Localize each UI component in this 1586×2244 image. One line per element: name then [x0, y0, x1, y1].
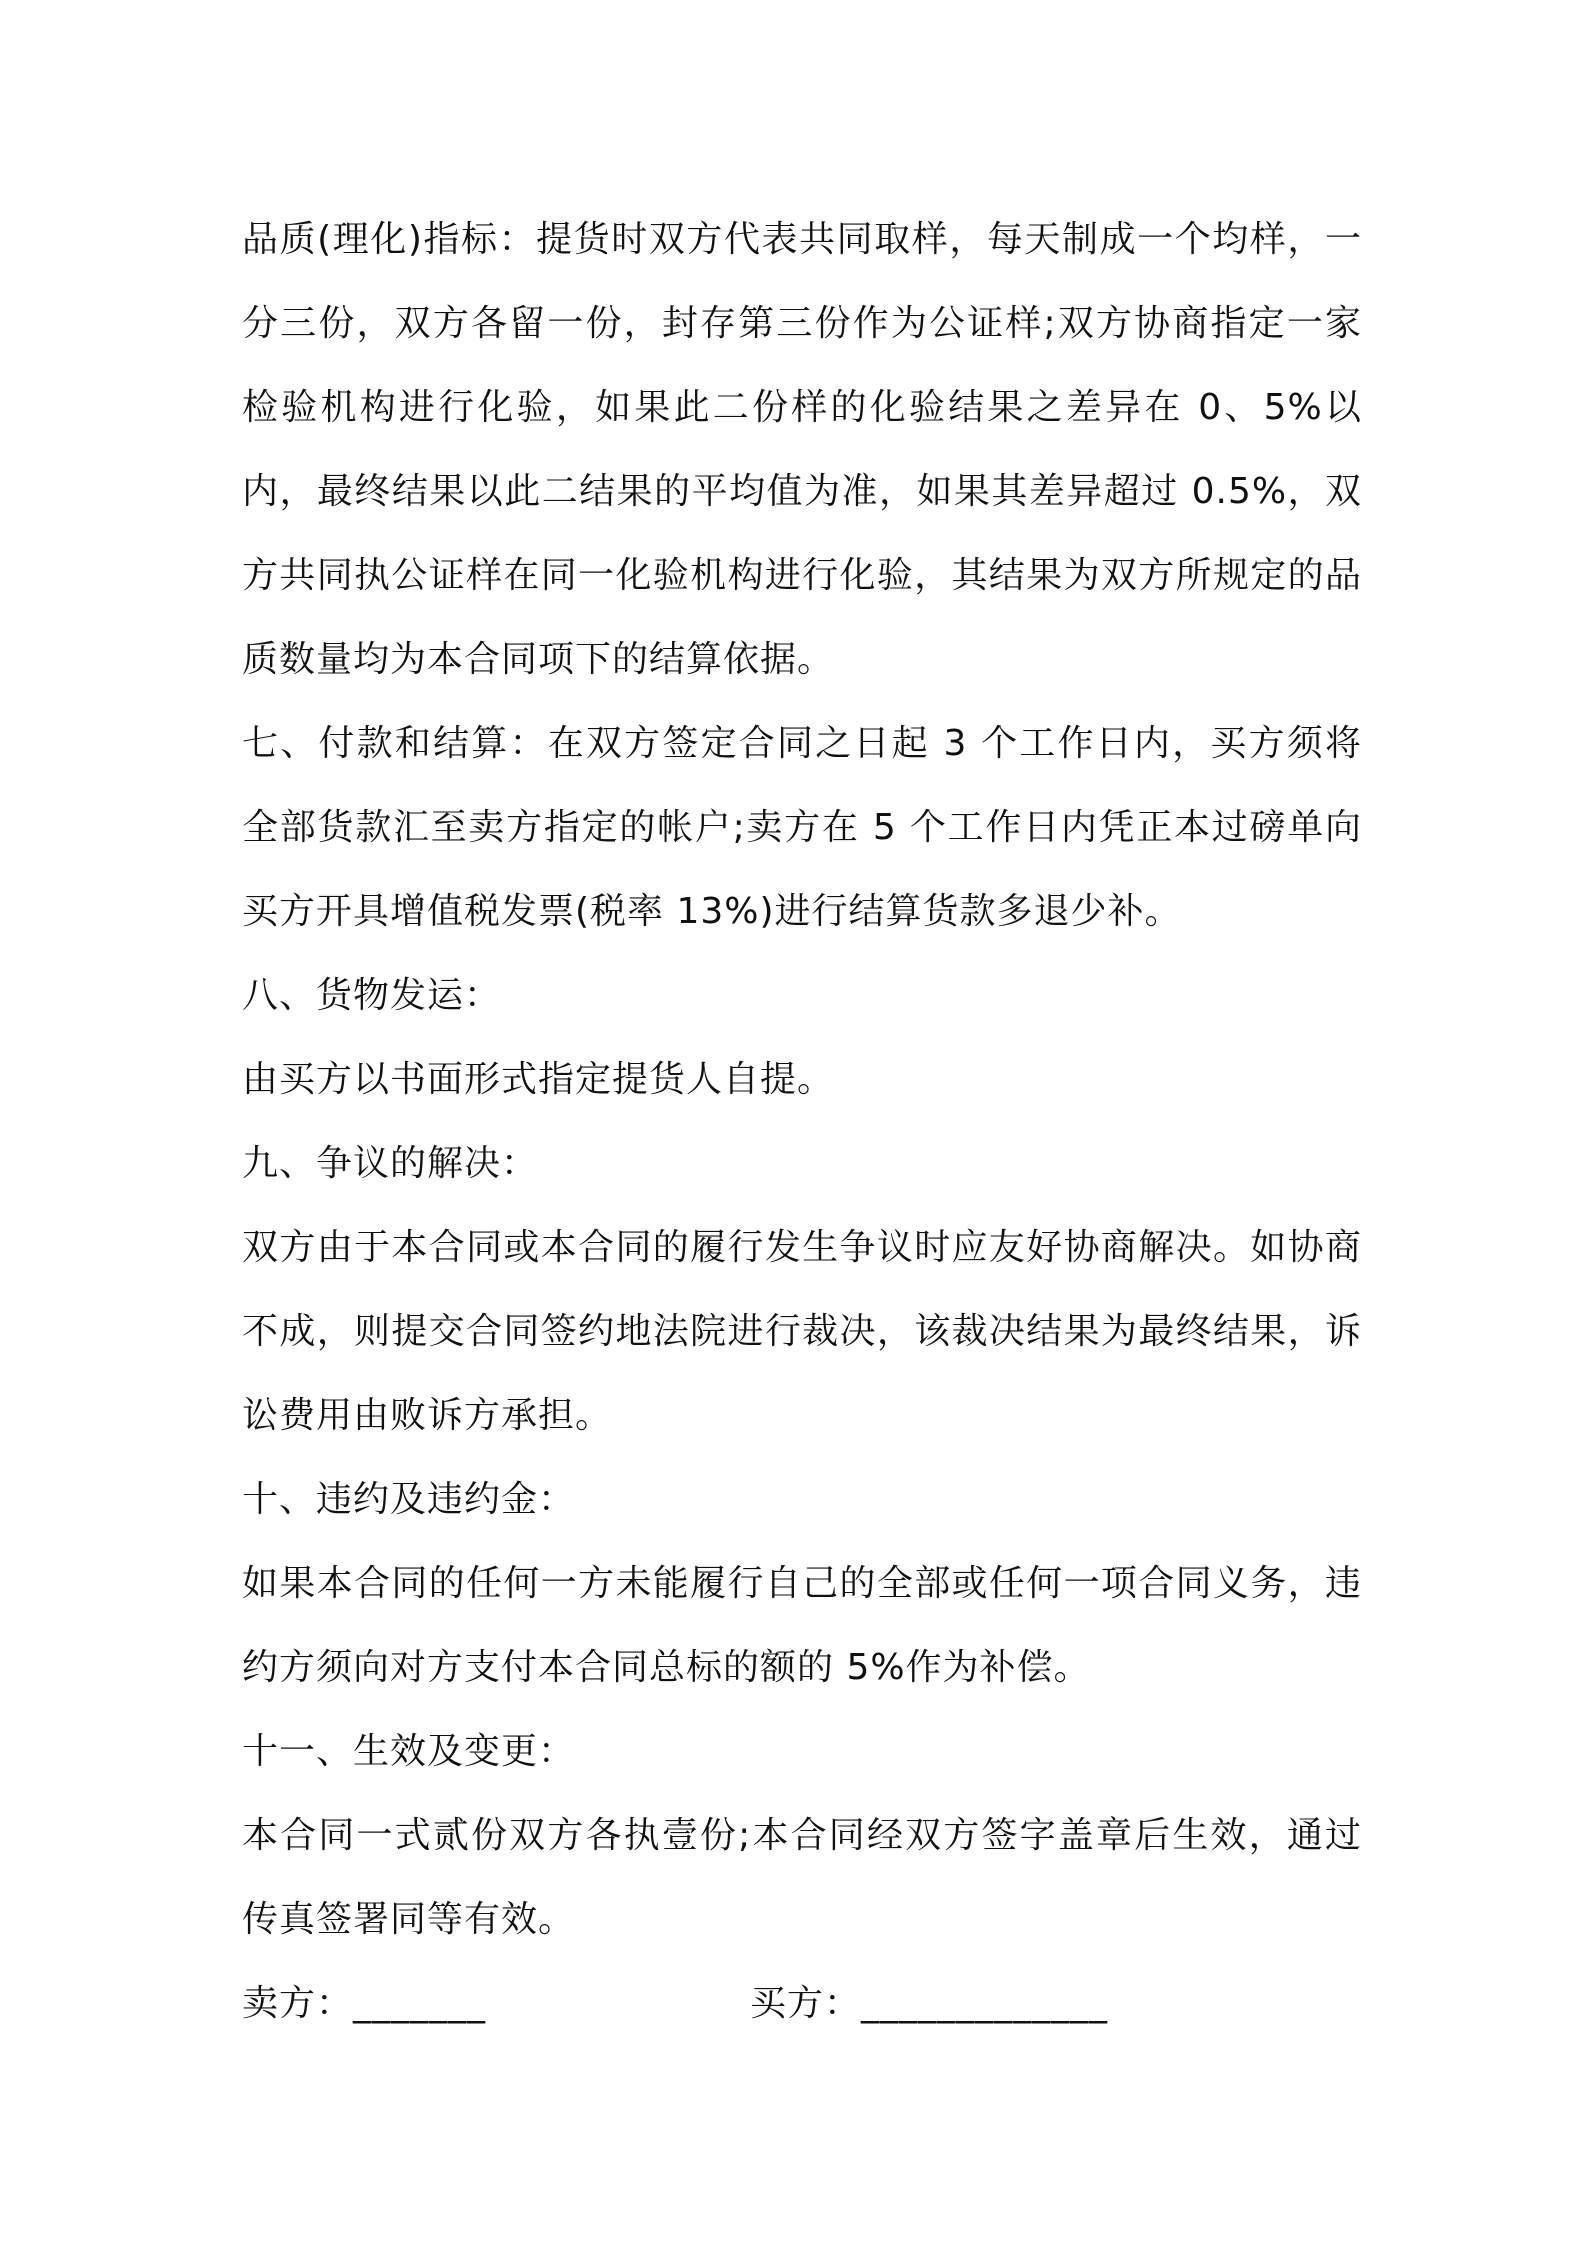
- payment-clause: 七、付款和结算：在双方签定合同之日起 3 个工作日内，买方须将全部货款汇至卖方指定的帐户;卖方在 5 个工作日内凭正本过磅单向买方开具增值税发票(税率 13%)进行结算货款多退少补。: [242, 723, 1362, 932]
- shipping-text: 由买方以书面形式指定提货人自提。: [242, 1059, 835, 1100]
- effect-heading: 十一、生效及变更：: [242, 1731, 576, 1772]
- quality-clause: 品质(理化)指标：提货时双方代表共同取样，每天制成一个均样，一分三份，双方各留一份，封存第三份作为公证样;双方协商指定一家检验机构进行化验，如果此二份样的化验结果之差异在 0、5%以内，最终结果以此二结果的平均值为准，如果其差异超过 0.5%，双方共同执公证样在同一化验机构进行化验，其结果为双方所规定的品质数量均为本合同项下的结算依据。: [242, 219, 1362, 680]
- seller-signature: 卖方：_______: [242, 1983, 487, 2024]
- signature-row: [242, 1962, 1362, 2046]
- dispute-text: 双方由于本合同或本合同的履行发生争议时应友好协商解决。如协商不成，则提交合同签约地法院进行裁决，该裁决结果为最终结果，诉讼费用由败诉方承担。: [242, 1227, 1362, 1436]
- document-body: [242, 198, 1362, 2046]
- shipping-heading: 八、货物发运：: [242, 975, 502, 1016]
- breach-text: 如果本合同的任何一方未能履行自己的全部或任何一项合同义务，违约方须向对方支付本合同总标的额的 5%作为补偿。: [242, 1563, 1362, 1688]
- buyer-signature: 买方：_____________: [750, 1983, 1109, 2024]
- dispute-heading: 九、争议的解决：: [242, 1143, 539, 1184]
- effect-text: 本合同一式贰份双方各执壹份;本合同经双方签字盖章后生效，通过传真签署同等有效。: [242, 1815, 1362, 1940]
- breach-heading: 十、违约及违约金：: [242, 1479, 576, 1520]
